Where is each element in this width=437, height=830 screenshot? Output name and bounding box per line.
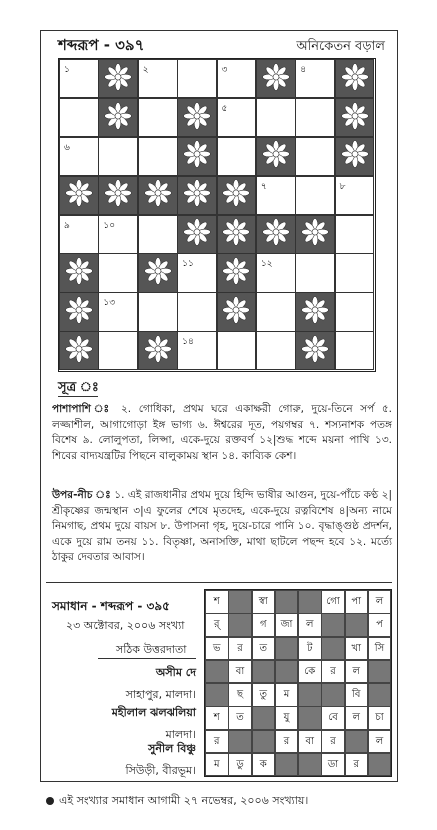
grid-block-cell bbox=[177, 98, 217, 137]
grid-cell[interactable] bbox=[59, 137, 99, 176]
grid-cell[interactable] bbox=[256, 176, 296, 215]
grid-cell[interactable] bbox=[335, 292, 375, 331]
flower-icon bbox=[262, 63, 290, 95]
solution-cell: ভ bbox=[205, 637, 229, 661]
grid-cell[interactable] bbox=[98, 253, 138, 292]
puzzle-title: শব্দরূপ - ৩৯৭ bbox=[58, 36, 145, 54]
flower-icon bbox=[262, 140, 290, 172]
flower-icon bbox=[104, 63, 132, 95]
clue-number: ১১ bbox=[182, 259, 194, 270]
solution-block-cell bbox=[275, 753, 299, 777]
clue-number: ২ bbox=[142, 65, 149, 75]
flower-icon bbox=[104, 102, 132, 134]
grid-block-cell bbox=[59, 253, 99, 292]
solution-cell: ম bbox=[275, 683, 299, 707]
clue-number: ৩ bbox=[221, 65, 228, 75]
solution-block-cell bbox=[205, 660, 229, 684]
grid-block-cell bbox=[335, 98, 375, 137]
solution-cell: ত bbox=[228, 706, 252, 730]
solution-block-cell bbox=[298, 706, 322, 730]
solution-cell: শ bbox=[205, 706, 229, 730]
solution-cell: ডা bbox=[321, 753, 345, 777]
solution-cell: ল bbox=[298, 613, 322, 637]
solution-cell: স্বা bbox=[252, 590, 276, 614]
winners-heading-underline bbox=[98, 658, 196, 659]
clue-number: ১৩ bbox=[103, 298, 116, 309]
flower-icon bbox=[222, 218, 250, 250]
flower-icon bbox=[144, 257, 172, 289]
solution-cell: র bbox=[228, 637, 252, 661]
clue-number: ৬ bbox=[64, 142, 70, 153]
grid-block-cell bbox=[98, 98, 138, 137]
clue-number: ১২ bbox=[260, 259, 273, 270]
grid-cell[interactable] bbox=[335, 331, 375, 370]
solution-grid bbox=[204, 589, 392, 777]
solution-block-cell bbox=[298, 683, 322, 707]
flower-icon bbox=[222, 296, 250, 328]
grid-block-cell bbox=[59, 176, 99, 215]
clue-number: ৭ bbox=[260, 181, 267, 192]
solution-block-cell bbox=[321, 637, 345, 661]
solution-cell: ক bbox=[252, 753, 276, 777]
flower-icon bbox=[65, 296, 93, 328]
flower-icon bbox=[301, 335, 329, 367]
footer-text: এই সংখ্যার সমাধান আগামী ২৭ নভেম্বর, ২০০৬ সংখ্যায়। bbox=[59, 794, 309, 807]
clue-number: ১৪ bbox=[182, 337, 194, 348]
grid-cell[interactable] bbox=[335, 253, 375, 292]
grid-cell[interactable] bbox=[138, 215, 178, 254]
clue-number: ১ bbox=[64, 65, 70, 75]
solution-cell: ল bbox=[345, 706, 369, 730]
grid-cell[interactable] bbox=[217, 59, 257, 98]
flower-icon bbox=[183, 102, 211, 134]
winner-name: সুনীল বিঞ্চু bbox=[148, 742, 196, 755]
grid-cell[interactable] bbox=[138, 292, 178, 331]
winner-place: সাহাপুর, মালদা। bbox=[125, 688, 196, 701]
flower-icon bbox=[144, 335, 172, 367]
grid-block-cell bbox=[59, 292, 99, 331]
solution-cell: র bbox=[205, 730, 229, 754]
solution-cell: ল bbox=[368, 590, 392, 614]
grid-cell[interactable] bbox=[335, 215, 375, 254]
grid-block-cell bbox=[217, 215, 257, 254]
flower-icon bbox=[183, 218, 211, 250]
grid-block-cell bbox=[217, 292, 257, 331]
grid-block-cell bbox=[256, 215, 296, 254]
clue-number: ৯ bbox=[64, 220, 70, 231]
grid-cell[interactable] bbox=[217, 137, 257, 176]
solution-cell: বে bbox=[321, 706, 345, 730]
clues-heading-underline bbox=[58, 396, 98, 397]
flower-icon bbox=[183, 179, 211, 211]
grid-cell[interactable] bbox=[256, 331, 296, 370]
clue-number: ৪ bbox=[300, 65, 307, 75]
down-text: ১. এই রাজধানীর প্রথম দুয়ে হিন্দি ভাষীর আগুন, দুয়ে-পাঁচে কণ্ঠ ২|শ্রীকৃষ্ণের জন্মস্থান ৩|এ ফুলের শেষে মৃতদেহ, একে-দুয়ে রত্নবিশেষ ৪|অন্য নামে নিমগাছ, প্রথম দুয়ে বায়স ৮. উপাসনা গৃহ, দুয়ে-চারে পানি ১০. বৃদ্ধাঙ্গুষ্ঠ প্রদর্শন, একে দুয়ে রাম তনয় ১১. বিতৃষ্ণা, অনাসক্তি, মাথা ছাটলে পছন্দ হবে ১২. মর্ত্যে ঠাকুর দেবতার আবাস। bbox=[52, 489, 392, 563]
solution-block-cell bbox=[321, 613, 345, 637]
solution-block-cell bbox=[298, 753, 322, 777]
solution-block-cell bbox=[275, 637, 299, 661]
grid-cell[interactable] bbox=[295, 176, 335, 215]
down-label: উপর-নীচ ঃ bbox=[52, 489, 111, 501]
grid-cell[interactable] bbox=[217, 331, 257, 370]
flower-icon bbox=[144, 179, 172, 211]
solution-block-cell bbox=[228, 590, 252, 614]
solution-block-cell bbox=[275, 660, 299, 684]
clue-number: ১০ bbox=[103, 220, 116, 231]
solution-block-cell bbox=[252, 660, 276, 684]
solution-block-cell bbox=[368, 683, 392, 707]
solution-cell: পা bbox=[345, 590, 369, 614]
solution-cell: শ bbox=[205, 590, 229, 614]
across-label: পাশাপাশি ঃ bbox=[52, 403, 114, 415]
across-text: ২. গোধিকা, প্রথম ঘরে একাক্ষরী গোরু, দুয়ে-তিনে সর্প ৫. লজ্জাশীল, আগাগোড়া ইঙ্গ ভাগ্য ৬. ঈশ্বরের দূত, পয়গম্বর ৭. শস্যনাশক পতঙ্গ বিশেষ ৯. লোলুপতা, লিপ্সা, একে-দুয়ে রক্তবর্ণ ১২|শুদ্ধ শব্দে ময়না পাখি ১৩. শিবের বাদ্যযন্ত্রটির পিছনে বালুকাময় স্থান ১৪. কাব্যিক কেশ। bbox=[52, 403, 392, 462]
solution-cell: ডু bbox=[228, 753, 252, 777]
grid-cell[interactable] bbox=[295, 98, 335, 137]
footer-note bbox=[46, 792, 308, 811]
grid-cell[interactable] bbox=[256, 98, 296, 137]
solution-cell: সি bbox=[368, 637, 392, 661]
grid-cell[interactable] bbox=[256, 292, 296, 331]
grid-cell[interactable] bbox=[295, 253, 335, 292]
grid-block-cell bbox=[177, 176, 217, 215]
solution-title: সমাধান - শব্দরূপ - ৩৯৫ bbox=[52, 599, 170, 613]
flower-icon bbox=[341, 102, 369, 134]
grid-block-cell bbox=[138, 253, 178, 292]
solution-cell: র bbox=[275, 730, 299, 754]
grid-block-cell bbox=[295, 331, 335, 370]
bullet-icon bbox=[46, 797, 54, 805]
solution-block-cell bbox=[275, 590, 299, 614]
grid-cell[interactable] bbox=[177, 292, 217, 331]
winner-entry bbox=[46, 740, 196, 781]
solution-block-cell bbox=[298, 590, 322, 614]
clues-heading: সূত্র ঃ bbox=[58, 380, 99, 395]
solution-block-cell bbox=[345, 730, 369, 754]
flower-icon bbox=[222, 257, 250, 289]
winners-heading: সঠিক উত্তরদাতা bbox=[116, 643, 187, 656]
flower-icon bbox=[262, 218, 290, 250]
grid-block-cell bbox=[217, 176, 257, 215]
solution-cell: র bbox=[321, 730, 345, 754]
flower-icon bbox=[65, 179, 93, 211]
grid-block-cell bbox=[295, 292, 335, 331]
grid-cell[interactable] bbox=[335, 176, 375, 215]
solution-cell: ল bbox=[345, 660, 369, 684]
solution-cell: বা bbox=[228, 660, 252, 684]
grid-cell[interactable] bbox=[138, 98, 178, 137]
solution-cell: ম bbox=[205, 753, 229, 777]
solution-cell: তু bbox=[252, 683, 276, 707]
grid-cell[interactable] bbox=[177, 331, 217, 370]
grid-cell[interactable] bbox=[256, 253, 296, 292]
grid-block-cell bbox=[256, 137, 296, 176]
flower-icon bbox=[65, 335, 93, 367]
grid-block-cell bbox=[59, 331, 99, 370]
solution-cell: গো bbox=[321, 590, 345, 614]
winner-name: অসীম দে bbox=[155, 666, 196, 679]
solution-block-cell bbox=[321, 683, 345, 707]
down-clues bbox=[52, 488, 392, 566]
author-name: অনিকেতন বড়াল bbox=[296, 39, 385, 54]
winner-place: মালদা। bbox=[165, 728, 196, 741]
solution-cell: ল bbox=[368, 730, 392, 754]
grid-cell[interactable] bbox=[138, 137, 178, 176]
solution-date: ২৩ অক্টোবর, ২০০৬ সংখ্যা bbox=[66, 619, 185, 632]
flower-icon bbox=[341, 63, 369, 95]
solution-block-cell bbox=[368, 660, 392, 684]
grid-block-cell bbox=[177, 137, 217, 176]
grid-cell[interactable] bbox=[217, 98, 257, 137]
winner-place: সিউড়ী, বীরভূম। bbox=[125, 764, 196, 777]
grid-cell[interactable] bbox=[98, 292, 138, 331]
clue-number: ৮ bbox=[339, 181, 346, 192]
flower-icon bbox=[104, 179, 132, 211]
solution-block-cell bbox=[345, 613, 369, 637]
grid-block-cell bbox=[98, 59, 138, 98]
solution-cell: জা bbox=[275, 613, 299, 637]
winner-entry bbox=[46, 704, 196, 745]
solution-cell: বি bbox=[345, 683, 369, 707]
flower-icon bbox=[341, 140, 369, 172]
solution-cell: ট bbox=[298, 637, 322, 661]
solution-cell: খা bbox=[345, 637, 369, 661]
solution-block-cell bbox=[252, 706, 276, 730]
solution-cell: চা bbox=[368, 706, 392, 730]
flower-icon bbox=[183, 140, 211, 172]
grid-cell[interactable] bbox=[177, 253, 217, 292]
grid-cell[interactable] bbox=[138, 59, 178, 98]
solution-cell: ছ bbox=[228, 683, 252, 707]
grid-cell[interactable] bbox=[98, 137, 138, 176]
grid-block-cell bbox=[335, 137, 375, 176]
winner-entry bbox=[46, 664, 196, 705]
grid-cell[interactable] bbox=[59, 215, 99, 254]
grid-block-cell bbox=[98, 176, 138, 215]
grid-cell[interactable] bbox=[177, 59, 217, 98]
solution-cell: গ bbox=[252, 613, 276, 637]
solution-cell: প bbox=[368, 613, 392, 637]
solution-cell: যু bbox=[275, 706, 299, 730]
solution-block-cell bbox=[228, 613, 252, 637]
flower-icon bbox=[301, 218, 329, 250]
grid-block-cell bbox=[138, 176, 178, 215]
grid-cell[interactable] bbox=[98, 331, 138, 370]
clue-number: ৫ bbox=[221, 103, 228, 114]
grid-cell[interactable] bbox=[59, 59, 99, 98]
grid-block-cell bbox=[217, 253, 257, 292]
solution-cell: কে bbox=[298, 660, 322, 684]
solution-block-cell bbox=[228, 730, 252, 754]
solution-block-cell bbox=[368, 753, 392, 777]
flower-icon bbox=[301, 296, 329, 328]
solution-block-cell bbox=[252, 730, 276, 754]
flower-icon bbox=[222, 179, 250, 211]
grid-block-cell bbox=[335, 59, 375, 98]
crossword-grid bbox=[58, 58, 376, 372]
grid-cell[interactable] bbox=[59, 98, 99, 137]
grid-block-cell bbox=[256, 59, 296, 98]
grid-block-cell bbox=[177, 215, 217, 254]
grid-cell[interactable] bbox=[98, 215, 138, 254]
grid-cell[interactable] bbox=[295, 59, 335, 98]
solution-block-cell bbox=[205, 683, 229, 707]
grid-block-cell bbox=[295, 215, 335, 254]
solution-cell: ত bbox=[252, 637, 276, 661]
section-divider bbox=[46, 582, 392, 583]
solution-cell: র bbox=[321, 660, 345, 684]
solution-cell: র bbox=[345, 753, 369, 777]
across-clues bbox=[52, 402, 392, 464]
solution-cell: র্ bbox=[205, 613, 229, 637]
grid-block-cell bbox=[138, 331, 178, 370]
winner-name: মহীলাল ঝলঝলিয়া bbox=[111, 706, 196, 719]
flower-icon bbox=[65, 257, 93, 289]
grid-cell[interactable] bbox=[295, 137, 335, 176]
solution-cell: বা bbox=[298, 730, 322, 754]
